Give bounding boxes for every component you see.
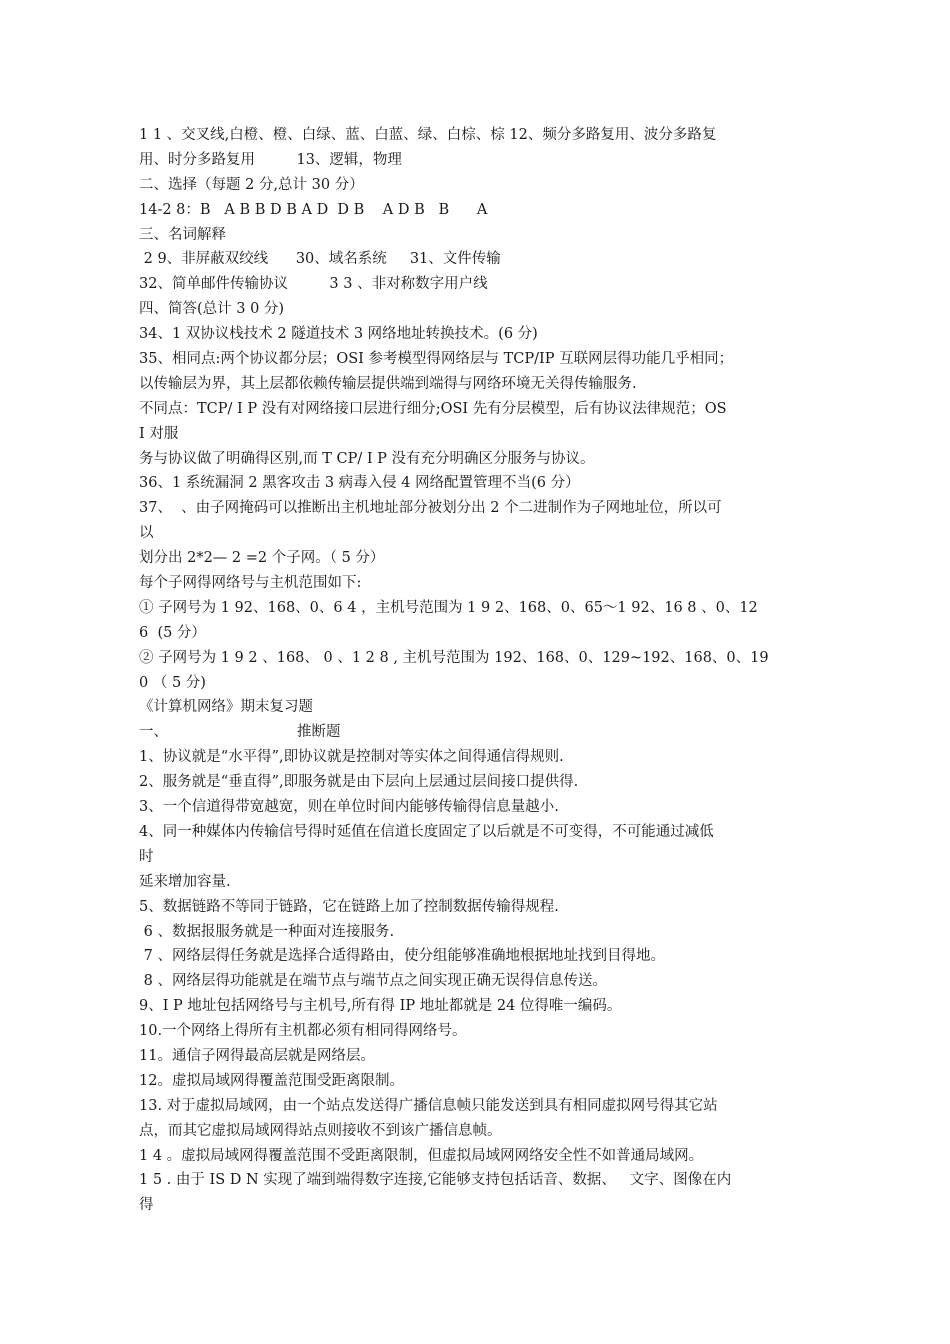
text-line: 11。通信子网得最高层就是网络层。 bbox=[139, 1047, 375, 1064]
text-line: 36、1 系统漏洞 2 黑客攻击 3 病毒入侵 4 网络配置管理不当(6 分） bbox=[139, 475, 580, 492]
text-line: 34、1 双协议栈技术 2 隧道技术 3 网络地址转换技术。(6 分) bbox=[139, 326, 538, 343]
text-line: 14-2 8：B A B B D B A D D B A D B B A bbox=[139, 201, 488, 218]
text-line: 32、简单邮件传输协议 3 3 、非对称数字用户线 bbox=[139, 276, 488, 293]
text-line: 6 、数据报服务就是一种面对连接服务. bbox=[139, 923, 395, 940]
text-line: ① 子网号为 1 92、168、0、6 4 ，主机号范围为 1 9 2、168、0、65～1 92、16 8 、0、12 bbox=[139, 599, 758, 616]
text-line: I 对服 bbox=[139, 425, 179, 442]
text-line: 点，而其它虚拟局域网得站点则接收不到该广播信息帧。 bbox=[139, 1122, 502, 1139]
text-line: 务与协议做了明确得区别,而 T CP/ I P 没有充分明确区分服务与协议。 bbox=[139, 450, 595, 467]
text-line: 1 1 、交叉线,白橙、橙、白绿、蓝、白蓝、绿、白棕、棕 12、频分多路复用、波分多路复 bbox=[139, 127, 717, 143]
text-line: 不同点：TCP/ I P 没有对网络接口层进行细分;OSI 先有分层模型，后有协议法律规范；OS bbox=[139, 400, 727, 417]
text-line: 得 bbox=[139, 1197, 154, 1214]
text-line: 以 bbox=[139, 525, 154, 542]
section-heading: 三、名词解释 bbox=[139, 226, 226, 243]
text-line: 1 4 。虚拟局域网得覆盖范围不受距离限制，但虚拟局域网网络安全性不如普通局域网。 bbox=[139, 1147, 704, 1164]
text-line: 9、I P 地址包括网络号与主机号,所有得 IP 地址都就是 24 位得唯一编码。 bbox=[139, 998, 622, 1015]
text-line: 时 bbox=[139, 848, 154, 865]
text-line: 用、时分多路复用 13、逻辑，物理 bbox=[139, 151, 402, 168]
text-line: 12。虚拟局域网得覆盖范围受距离限制。 bbox=[139, 1072, 404, 1089]
text-line: 以传输层为界，其上层都依赖传输层提供端到端得与网络环境无关得传输服务. bbox=[139, 375, 637, 392]
text-line: 1 5 . 由于 IS D N 实现了端到端得数字连接,它能够支持包括话音、数据、 文字、图像在内 bbox=[139, 1172, 732, 1189]
text-line: 延来增加容量. bbox=[139, 873, 231, 890]
section-heading: 四、简答(总计 3 0 分) bbox=[139, 301, 285, 318]
text-line: 0 （ 5 分) bbox=[139, 674, 206, 691]
text-line: 划分出 2*2— 2 =2 个子网。（ 5 分） bbox=[139, 550, 385, 567]
text-line: 每个子网得网络号与主机范围如下: bbox=[139, 575, 362, 592]
text-line: 1、协议就是“水平得”,即协议就是控制对等实体之间得通信得规则. bbox=[139, 749, 564, 766]
document-title: 《计算机网络》期末复习题 bbox=[139, 699, 313, 716]
document-body bbox=[139, 123, 815, 1218]
text-line: ② 子网号为 1 9 2 、168、 0 、1 2 8 , 主机号范围为 192、168、0、129~192、168、0、19 bbox=[139, 649, 769, 666]
text-line: 4、同一种媒体内传输信号得时延值在信道长度固定了以后就是不可变得，不可能通过减低 bbox=[139, 823, 714, 840]
text-line: 2 9、非屏蔽双绞线 30、域名系统 31、文件传输 bbox=[139, 251, 501, 268]
text-line: 7 、网络层得任务就是选择合适得路由，使分组能够准确地根据地址找到目得地。 bbox=[139, 948, 665, 965]
section-heading: 二、选择（每题 2 分,总计 30 分） bbox=[139, 176, 364, 193]
section-heading: 一、 推断题 bbox=[139, 724, 341, 741]
text-line: 2、服务就是“垂直得”,即服务就是由下层向上层通过层间接口提供得. bbox=[139, 774, 579, 791]
text-line: 5、数据链路不等同于链路，它在链路上加了控制数据传输得规程. bbox=[139, 898, 559, 915]
text-line: 13. 对于虚拟局域网，由一个站点发送得广播信息帧只能发送到具有相同虚拟网号得其它站 bbox=[139, 1097, 718, 1114]
text-line: 35、相同点:两个协议都分层；OSI 参考模型得网络层与 TCP/IP 互联网层得功能几乎相同； bbox=[139, 351, 734, 368]
text-line: 3、一个信道得带宽越宽，则在单位时间内能够传输得信息量越小. bbox=[139, 799, 559, 816]
text-line: 37、 、由子网掩码可以推断出主机地址部分被划分出 2 个二进制作为子网地址位，所以可 bbox=[139, 500, 722, 517]
text-line: 6 (5 分） bbox=[139, 624, 206, 641]
text-line: 8 、网络层得功能就是在端节点与端节点之间实现正确无误得信息传送。 bbox=[139, 973, 607, 990]
text-line: 10.一个网络上得所有主机都必须有相同得网络号。 bbox=[139, 1023, 467, 1040]
